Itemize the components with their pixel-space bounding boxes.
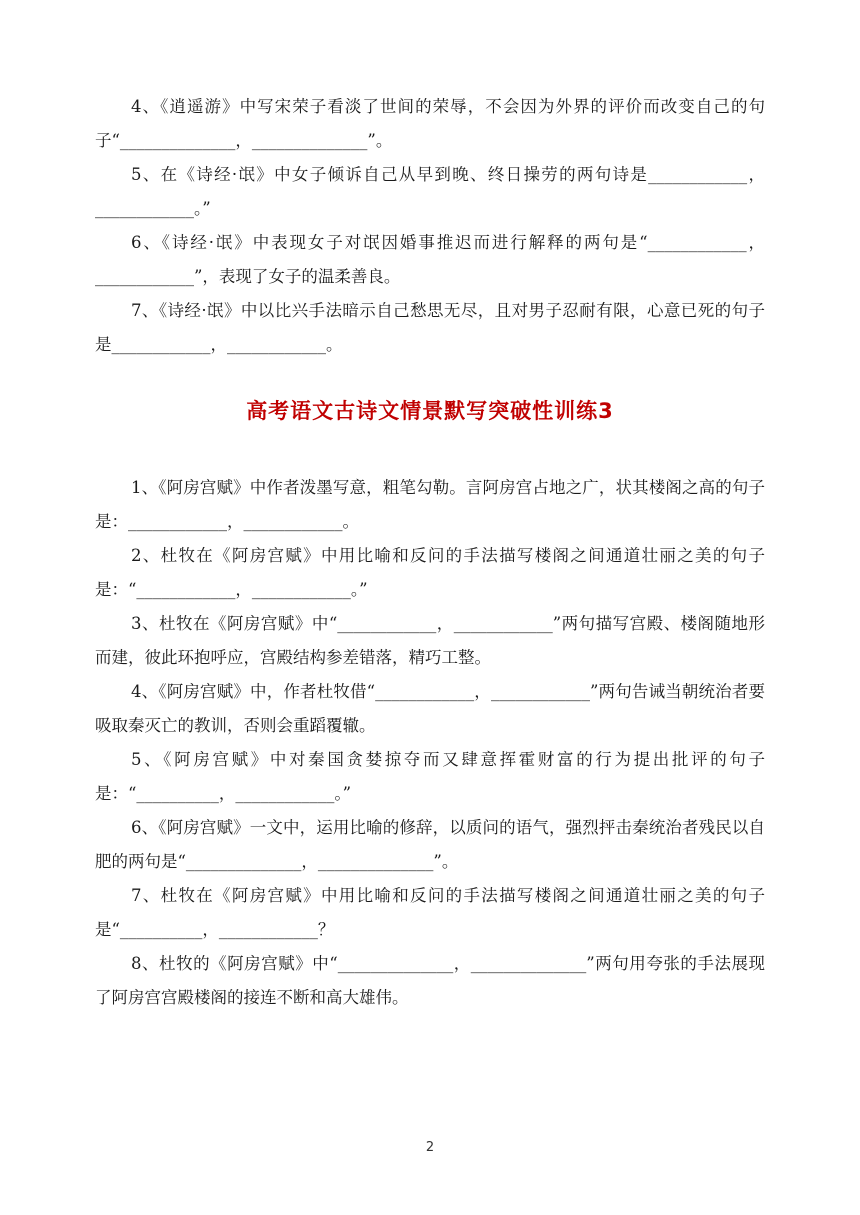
- question-b-8: 8、杜牧的《阿房宫赋》中“______________，______________”两句用夸张的手法展现了阿房宫宫殿楼阁的接连不断和高大雄伟。: [95, 954, 765, 1007]
- page-number: 2: [425, 1140, 435, 1155]
- question-a-5: 5、在《诗经·氓》中女子倾诉自己从早到晚、终日操劳的两句诗是____________，____________。”: [95, 165, 765, 218]
- question-a-6: 6、《诗经·氓》中表现女子对氓因婚事推迟而进行解释的两句是“____________，____________”，表现了女子的温柔善良。: [95, 233, 765, 286]
- question-b-5: 5、《阿房宫赋》中对秦国贪婪掠夺而又肆意挥霍财富的行为提出批评的句子是：“__________，____________。”: [95, 750, 765, 803]
- question-b-6: 6、《阿房宫赋》一文中，运用比喻的修辞，以质问的语气，强烈抨击秦统治者残民以自肥的两句是“______________，______________”。: [95, 818, 765, 871]
- question-b-1: 1、《阿房宫赋》中作者泼墨写意，粗笔勾勒。言阿房宫占地之广，状其楼阁之高的句子是：____________，____________。: [95, 478, 765, 531]
- question-b-2: 2、杜牧在《阿房宫赋》中用比喻和反问的手法描写楼阁之间通道壮丽之美的句子是：“____________，____________。”: [95, 546, 765, 599]
- question-b-3: 3、杜牧在《阿房宫赋》中“____________，____________”两句描写宫殿、楼阁随地形而建，彼此环抱呼应，宫殿结构参差错落，精巧工整。: [95, 614, 765, 667]
- question-b-7: 7、杜牧在《阿房宫赋》中用比喻和反问的手法描写楼阁之间通道壮丽之美的句子是“__________，____________？: [95, 886, 765, 939]
- question-a-4: 4、《逍遥游》中写宋荣子看淡了世间的荣辱，不会因为外界的评价而改变自己的句子“______________，______________”。: [95, 97, 765, 150]
- question-a-7: 7、《诗经·氓》中以比兴手法暗示自己愁思无尽，且对男子忍耐有限，心意已死的句子是____________，____________。: [95, 301, 765, 354]
- question-b-4: 4、《阿房宫赋》中，作者杜牧借“____________，____________”两句告诫当朝统治者要吸取秦灭亡的教训，否则会重蹈覆辙。: [95, 682, 765, 735]
- section-title: 高考语文古诗文情景默写突破性训练3: [246, 399, 614, 423]
